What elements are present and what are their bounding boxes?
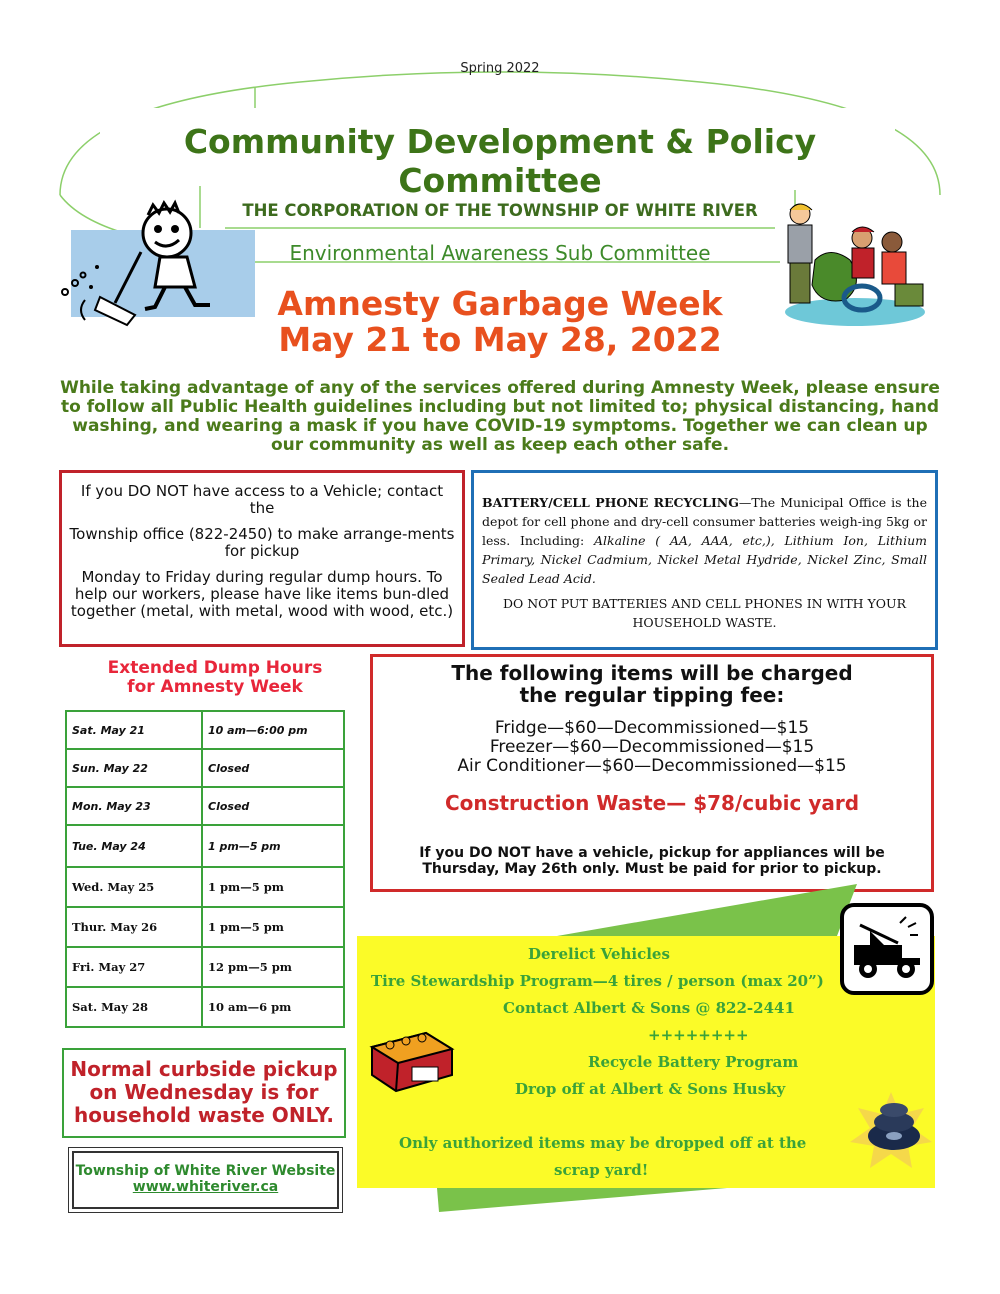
albert-sons-contact: Contact Albert & Sons @ 822-2441 xyxy=(503,999,795,1017)
no-vehicle-line-2: Township office (822-2450) to make arrange-ments for pickup xyxy=(69,525,455,560)
no-vehicle-line-3: Monday to Friday during regular dump hours. To help our workers, please have like items bun-dled together (metal, with metal, wood with wood, etc.) xyxy=(70,568,454,620)
health-notice: While taking advantage of any of the services offered during Amnesty Week, please ensure to follow all Public Health guidelines including but not limited to; physical distancing, hand washing, and wearing a mask if you have COVID-19 symptoms. Together we can clean up our community as well as keep each other safe. xyxy=(60,378,940,455)
battery-recycling-box xyxy=(471,470,938,650)
dump-hours-title-line-2: for Amnesty Week xyxy=(127,677,303,697)
authorized-items-line-1: Only authorized items may be dropped off at the xyxy=(399,1134,807,1152)
dump-hours-title-line-1: Extended Dump Hours xyxy=(107,658,323,678)
website-link[interactable]: www.whiteriver.ca xyxy=(132,1179,279,1195)
day-cell: Sat. May 28 xyxy=(66,987,202,1027)
hours-cell: Closed xyxy=(202,787,344,825)
appliance-pickup-note: If you DO NOT have a vehicle, pickup for appliances will be Thursday, May 26th only. Must be paid for prior to pickup. xyxy=(419,845,885,877)
table-row xyxy=(66,947,344,987)
hours-cell: 12 pm—5 pm xyxy=(202,947,344,987)
construction-waste-fee: Construction Waste— $78/cubic yard xyxy=(444,791,860,815)
table-row xyxy=(66,711,344,749)
battery-types: Alkaline ( AA, AAA, etc,), Lithium Ion, Lithium Primary, Nickel Cadmium, Nickel Metal Hydride, Nickel Zinc, Small Sealed Lead Acid. xyxy=(482,533,927,586)
day-cell: Sun. May 22 xyxy=(66,749,202,787)
website-box xyxy=(68,1147,343,1213)
no-vehicle-line-1: If you DO NOT have access to a Vehicle; contact the xyxy=(80,482,444,517)
hours-cell: 1 pm—5 pm xyxy=(202,825,344,867)
derelict-vehicles: Derelict Vehicles xyxy=(528,945,670,963)
table-row xyxy=(66,907,344,947)
hours-cell: 10 am—6:00 pm xyxy=(202,711,344,749)
corporation-name: THE CORPORATION OF THE TOWNSHIP OF WHITE RIVER xyxy=(242,201,758,220)
battery-warning: DO NOT PUT BATTERIES AND CELL PHONES IN WITH YOUR HOUSEHOLD WASTE. xyxy=(502,596,907,630)
hours-cell: 1 pm—5 pm xyxy=(202,907,344,947)
battery-dropoff: Drop off at Albert & Sons Husky xyxy=(515,1080,786,1098)
tipping-fee-heading: The following items will be charged the regular tipping fee: xyxy=(451,661,853,707)
hours-cell: Closed xyxy=(202,749,344,787)
dump-hours-table xyxy=(65,710,345,1028)
subcommittee-name: Environmental Awareness Sub Committee xyxy=(289,241,711,265)
fee-item-air-conditioner: Air Conditioner—$60—Decommissioned—$15 xyxy=(457,756,847,776)
tire-stewardship: Tire Stewardship Program—4 tires / person (max 20”) xyxy=(371,972,824,990)
table-row xyxy=(66,867,344,907)
recycle-battery-program: Recycle Battery Program xyxy=(588,1053,799,1071)
fee-item-freezer: Freezer—$60—Decommissioned—$15 xyxy=(489,737,815,757)
day-cell: Tue. May 24 xyxy=(66,825,202,867)
hours-cell: 10 am—6 pm xyxy=(202,987,344,1027)
day-cell: Sat. May 21 xyxy=(66,711,202,749)
table-row xyxy=(66,825,344,867)
season-label: Spring 2022 xyxy=(460,61,540,76)
dump-hours-title xyxy=(60,659,370,697)
no-vehicle-box xyxy=(59,470,465,647)
day-cell: Fri. May 27 xyxy=(66,947,202,987)
table-row xyxy=(66,987,344,1027)
car-battery-icon xyxy=(366,1025,456,1097)
tire-stack-icon xyxy=(848,1090,934,1170)
event-dates: May 21 to May 28, 2022 xyxy=(278,320,722,359)
fee-items xyxy=(373,719,931,776)
day-cell: Thur. May 26 xyxy=(66,907,202,947)
website-label: Township of White River Website xyxy=(75,1163,336,1179)
day-cell: Wed. May 25 xyxy=(66,867,202,907)
website-inner xyxy=(72,1151,339,1209)
curbside-notice: Normal curbside pickup on Wednesday is for household waste ONLY. xyxy=(62,1048,346,1138)
fee-item-fridge: Fridge—$60—Decommissioned—$15 xyxy=(494,718,810,738)
table-row xyxy=(66,749,344,787)
event-title xyxy=(200,286,800,358)
day-cell: Mon. May 23 xyxy=(66,787,202,825)
authorized-items-line-2: scrap yard! xyxy=(554,1161,649,1179)
event-title-line-1: Amnesty Garbage Week xyxy=(277,284,723,323)
hours-cell: 1 pm—5 pm xyxy=(202,867,344,907)
battery-heading: BATTERY/CELL PHONE RECYCLING xyxy=(482,495,739,510)
separator: ++++++++ xyxy=(648,1026,749,1044)
tow-truck-icon xyxy=(840,903,934,995)
battery-text: —The Municipal Office is the depot for cell phone and dry-cell consumer batteries weigh-ing 5kg or less. Including: xyxy=(482,495,927,548)
table-row xyxy=(66,787,344,825)
page-title: Community Development & Policy Committee xyxy=(183,122,817,200)
tipping-fee-box xyxy=(370,654,934,892)
